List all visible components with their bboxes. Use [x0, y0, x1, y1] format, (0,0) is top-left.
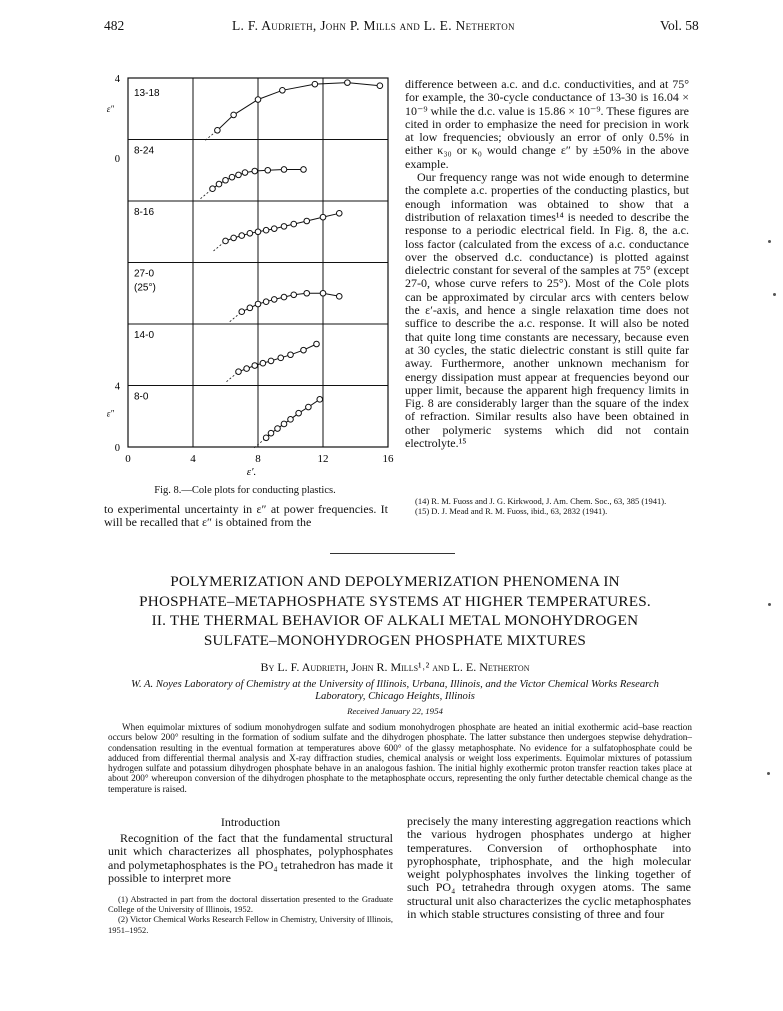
data-point — [320, 290, 326, 296]
title-line: PHOSPHATE–METAPHOSPHATE SYSTEMS AT HIGHER TEMPERATURES. — [139, 592, 651, 610]
data-point — [336, 294, 342, 300]
data-point — [281, 421, 287, 427]
data-point — [252, 363, 258, 369]
byline: By L. F. Audrieth, John R. Mills¹˒² and L. E. Netherton — [260, 660, 530, 674]
panel-label: 8-16 — [134, 207, 155, 218]
figure-caption: Fig. 8.—Cole plots for conducting plastics. — [154, 485, 336, 496]
paragraph: difference between a.c. and d.c. conductivities, and at 75° for example, the 30-cycle conductance of 13-30 is 16.04 × 10⁻⁹ while the d.c. value is 15.86 × 10⁻⁹. These figures are cited in order to emphasize the need for precision in work at low frequencies; obviously an error of only 0.5% in either κ₃₀ or κ₀ would change ε″ by ±50% in the above example. — [405, 77, 689, 171]
cole-plot-figure — [100, 70, 400, 490]
panel-label: 14-0 — [134, 330, 155, 341]
page-number: 482 — [104, 18, 125, 33]
y-axis-symbol: ε″ — [106, 103, 114, 114]
panel-label: (25°) — [134, 282, 156, 294]
data-point — [317, 397, 323, 403]
data-point — [260, 360, 266, 366]
data-point — [236, 172, 242, 178]
data-point — [268, 358, 274, 364]
data-point — [306, 404, 312, 410]
footnote: (1) Abstracted in part from the doctoral dissertation presented to the Graduate College of the University of Illinois, 1952. — [108, 894, 393, 915]
received-date: Received January 22, 1954 — [347, 706, 443, 716]
volume-label: Vol. 58 — [660, 18, 699, 33]
data-point — [281, 294, 287, 300]
panel-label: 8-0 — [134, 391, 149, 403]
title-line: POLYMERIZATION AND DEPOLYMERIZATION PHENOMENA IN — [170, 573, 620, 590]
data-point — [231, 235, 237, 241]
data-point — [239, 309, 245, 315]
intro-right-column — [407, 815, 691, 921]
x-tick-label: 12 — [317, 453, 329, 465]
data-point — [291, 221, 297, 227]
y-tick-label: 0 — [114, 443, 120, 454]
data-point — [244, 366, 250, 372]
data-point — [239, 233, 245, 239]
paragraph: precisely the many interesting aggregation reactions which the various hydrogen phosphates undergo at higher temperatures. Conversion of orthophosphate into pyrophosphate, triphosphate, and the high molecular weight polyphosphates involves the linking together of such PO₄ tetrahedra through oxygen atoms. The same structural unit also characterizes the cyclic metaphosphates in which stable structures consisting of three and four — [407, 814, 691, 922]
y-tick-label: 4 — [114, 381, 120, 393]
data-point — [345, 80, 351, 86]
affiliation: W. A. Noyes Laboratory of Chemistry at the University of Illinois, Urbana, Illinois, and the Victor Chemical Works Research Laboratory, Chicago Heights, Illinois — [131, 679, 659, 702]
data-point — [223, 238, 229, 244]
x-tick-label: 4 — [190, 453, 196, 465]
data-point — [377, 83, 383, 89]
panel-label: 8-24 — [134, 145, 155, 157]
data-point — [263, 227, 269, 233]
data-point — [280, 88, 286, 94]
left-column-continuation — [104, 503, 388, 530]
footnote: (15) D. J. Mead and R. M. Fuoss, ibid., 63, 2832 (1941). — [415, 506, 608, 517]
data-point — [215, 127, 221, 133]
data-point — [291, 292, 297, 298]
section-heading: Introduction — [220, 815, 281, 829]
panel-label: 13-18 — [134, 88, 160, 99]
paragraph: Recognition of the fact that the fundamental structural unit which characterizes all phosphates, polyphosphates and polymetaphosphates is the PO₄ tetrahedron has made it possible to interpret more — [108, 831, 393, 885]
footnote: (14) R. M. Fuoss and J. G. Kirkwood, J. Am. Chem. Soc., 63, 385 (1941). — [415, 496, 667, 506]
x-tick-label: 16 — [382, 453, 394, 465]
data-point — [223, 177, 229, 183]
data-point — [229, 174, 235, 180]
section-rule — [330, 553, 455, 554]
x-axis-symbol: ε′. — [246, 466, 257, 478]
running-title: L. F. Audrieth, John P. Mills and L. E. Netherton — [232, 18, 515, 33]
data-point — [265, 167, 271, 173]
data-point — [263, 435, 269, 441]
data-point — [281, 167, 287, 173]
margin-mark — [767, 772, 770, 775]
data-point — [268, 430, 274, 436]
data-point — [314, 341, 320, 347]
series-curve — [217, 83, 380, 131]
data-point — [304, 218, 310, 224]
data-point — [255, 301, 261, 307]
data-point — [216, 181, 222, 187]
data-point — [296, 410, 302, 416]
footnotes-top — [405, 496, 689, 516]
x-tick-label: 8 — [255, 453, 261, 465]
intro-footnotes — [108, 894, 393, 935]
abstract — [108, 722, 692, 794]
x-tick-label: 0 — [125, 453, 131, 465]
data-point — [320, 214, 326, 220]
margin-mark — [773, 293, 776, 296]
footnote: (2) Victor Chemical Works Research Fellow in Chemistry, University of Illinois, 1951–1952. — [108, 914, 393, 935]
data-point — [278, 355, 284, 361]
data-point — [255, 97, 261, 103]
data-point — [247, 230, 253, 236]
margin-mark — [768, 240, 771, 243]
data-point — [247, 305, 253, 311]
data-point — [304, 290, 310, 296]
data-point — [210, 186, 216, 192]
data-point — [231, 112, 237, 118]
data-point — [236, 369, 242, 375]
data-point — [288, 352, 294, 358]
margin-mark — [768, 603, 771, 606]
data-point — [242, 170, 248, 176]
y-axis-symbol: ε″ — [106, 408, 114, 419]
figure-8 — [100, 70, 400, 500]
data-point — [336, 211, 342, 217]
data-point — [263, 299, 269, 305]
paragraph: to experimental uncertainty in ε″ at power frequencies. It will be recalled that ε″ is obtained from the — [104, 502, 388, 530]
data-point — [301, 167, 307, 173]
y-tick-label: 0 — [114, 153, 120, 165]
title-line: II. THE THERMAL BEHAVIOR OF ALKALI METAL MONOHYDROGEN — [151, 612, 639, 629]
right-column — [405, 78, 689, 450]
paragraph: Our frequency range was not wide enough to determine the complete a.c. properties of the conducting plastics, but enough information was obtained to show that a distribution of relaxation times¹⁴ is needed to describe the response to a periodic electrical field. In Fig. 8, the a.c. loss factor (calculated from the excess of a.c. conductance over the observed d.c. conductance) is plotted against dielectric constant for several of the samples at 75° (except 27-0, whose curve refers to 25°). Most of the Cole plots can be approximated by circular arcs with centers below the ε′-axis, and hence a single relaxation time does not suffice to describe the a.c. response. It will also be noted that quite long time constants are necessary, because even at 30 cycles, the static dielectric constant is still quite far away. Furthermore, another unknown mechanism for energy dissipation must appear at frequencies beyond our upper limit, because the apparent high frequency limits in Fig. 8 are considerably larger than the square of the index of refraction. Similar results also have been obtained in other polymeric systems which did not contain electrolyte.¹⁵ — [405, 170, 689, 451]
data-point — [301, 347, 307, 353]
intro-left-column — [108, 832, 393, 885]
data-point — [312, 81, 318, 87]
data-point — [288, 417, 294, 423]
y-tick-label: 4 — [114, 74, 120, 85]
title-line: SULFATE–MONOHYDROGEN PHOSPHATE MIXTURES — [203, 631, 587, 649]
data-point — [255, 229, 261, 235]
data-point — [281, 224, 287, 230]
data-point — [275, 426, 281, 432]
data-point — [252, 168, 258, 174]
abstract-text: When equimolar mixtures of sodium monohydrogen sulfate and sodium monohydrogen phosphate are heated an initial exothermic acid–base reaction occurs below 200° resulting in the formation of sodium sulfate and the dihydrogen phosphate. The latter substance then undergoes stepwise dehydration–condensation resulting in the eventual formation at temperatures above 600° of the glassy metaphosphate. No evidence for a sulfatophosphate could be adduced from differential thermal analysis and X-ray diffraction studies, chemical analysis or weight loss experiments. Equimolar mixtures of potassium hydrogen sulfate and potassium dihydrogen phosphate behave in an analogous fashion. The initial highly exothermic proton transfer reaction takes place at about 200° whereupon conversion of the dihydrogen phosphate to the metaphosphate occurs, representing the only further detectable chemical change as the temperature is raised. — [108, 722, 692, 794]
data-point — [271, 226, 277, 232]
article-title — [90, 572, 700, 650]
data-point — [271, 297, 277, 303]
panel-label: 27-0 — [134, 268, 155, 280]
